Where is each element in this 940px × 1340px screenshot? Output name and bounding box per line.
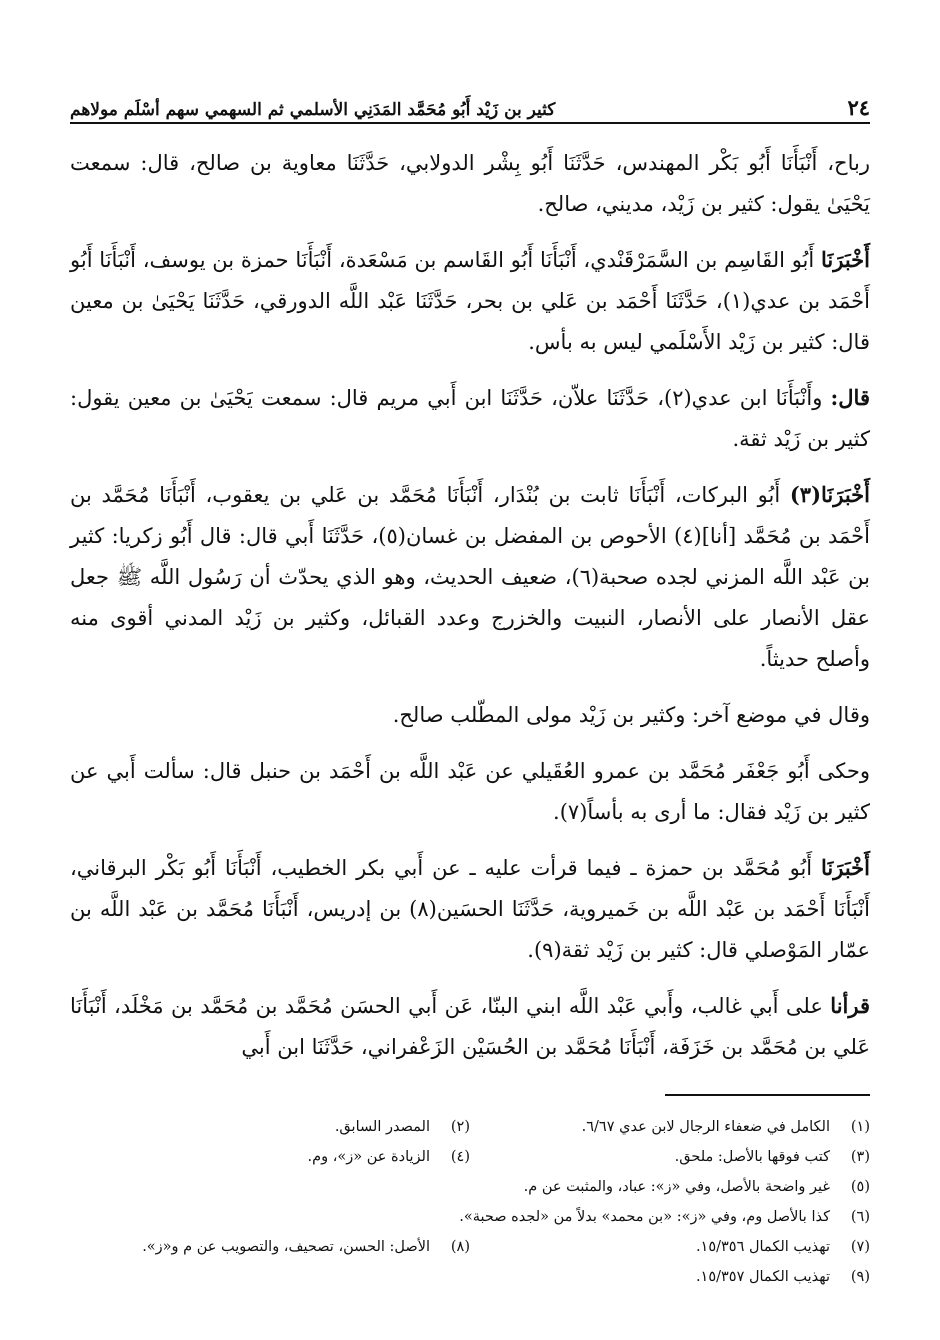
page-header <box>70 82 870 124</box>
footnote-text: تهذيب الكمال ١٥/٣٥٦. <box>695 1239 830 1255</box>
footnote <box>70 1119 470 1135</box>
footnote-row <box>70 1172 870 1202</box>
footnote-number: (٧) <box>850 1239 870 1255</box>
paragraph-text: وقال في موضع آخر: وكثير بن زَيْد مولى المطّلب صالح. <box>392 703 870 727</box>
paragraph-text: وأَنْبَأَنَا ابن عدي(٢)، حَدَّثَنَا علاّن، حَدَّثَنَا ابن أَبي مريم قال: سمعت يَحْيَىٰ بن معين يقول: كثير بن زَيْد ثقة. <box>70 386 870 451</box>
paragraph-lead: أَخْبَرَنَا <box>821 247 870 272</box>
footnote-number: (٨) <box>450 1239 470 1255</box>
footnote-number: (١) <box>850 1119 870 1135</box>
paragraph-text: أَبُو مُحَمَّد بن حمزة ـ فيما قرأت عليه ـ عن أَبي بكر الخطيب، أَنْبَأَنَا أَبُو بَكْر البرقاني، أَنْبَأَنَا أَحْمَد بن عَبْد اللَّه بن خَميروية، حَدَّثَنَا الحسَين(٨) بن إدريس، أَنْبَأَنَا مُحَمَّد بن عَبْد اللَّه بن عمّار المَوْصلي قال: كثير بن زَيْد ثقة(٩). <box>70 856 870 962</box>
footnote-row <box>70 1112 870 1142</box>
footnotes <box>70 1112 870 1292</box>
footnote-text: غير واضحة بالأصل، وفي «ز»: عباد، والمثبت عن م. <box>523 1179 830 1195</box>
paragraph-text: رباح، أَنْبَأَنَا أَبُو بَكْر المهندس، حَدَّثَنَا أَبُو بِشْر الدولابي، حَدَّثَنَا معاوية بن صالح، قال: سمعت يَحْيَىٰ يقول: كثير بن زَيْد، مديني، صالح. <box>70 151 870 216</box>
footnote-text: الكامل في ضعفاء الرجال لابن عدي ٦/٦٧. <box>581 1119 830 1135</box>
footnote-number: (٣) <box>850 1149 870 1165</box>
paragraph-lead: قرأنا <box>830 993 870 1018</box>
paragraph <box>70 985 870 1068</box>
footnote-number: (٦) <box>850 1209 870 1225</box>
paragraph <box>70 694 870 736</box>
body-text <box>70 142 870 1068</box>
footnote-text: الزيادة عن «ز»، وم. <box>307 1149 430 1165</box>
footnote-row <box>70 1262 870 1292</box>
footnote-divider <box>665 1094 870 1096</box>
paragraph-lead: أَخْبَرَنَا <box>821 855 870 880</box>
footnote <box>70 1239 470 1255</box>
paragraph <box>70 847 870 971</box>
footnote <box>470 1149 870 1165</box>
footnote-number: (٢) <box>450 1119 470 1135</box>
paragraph-text: على أَبي غالب، وأَبي عَبْد اللَّه ابني البنّا، عَن أَبي الحسَن مُحَمَّد بن مُحَمَّد بن مَخْلَد، أَنْبَأَنَا عَلي بن مُحَمَّد بن خَزَفَة، أَنْبَأَنَا مُحَمَّد بن الحُسَيْن الزَعْفراني، حَدَّثَنَا ابن أَبي <box>70 994 870 1059</box>
paragraph <box>70 474 870 680</box>
paragraph-lead: أَخْبَرَنَا(٣) <box>789 482 870 507</box>
footnote-row <box>70 1232 870 1262</box>
paragraph-text: أَبُو البركات، أَنْبَأَنَا ثابت بن بُنْدَار، أَنْبَأَنَا مُحَمَّد بن عَلي بن يعقوب، أَنْبَأَنَا مُحَمَّد بن أَحْمَد بن مُحَمَّد [أنا](٤) الأحوص بن المفضل بن غسان(٥)، حَدَّثَنَا أَبي قال: قال أَبُو زكريا: كثير بن عَبْد اللَّه المزني لجده صحبة(٦)، ضعيف الحديث، وهو الذي يحدّث أن رَسُول اللَّه ﷺ جعل عقل الأنصار على الأنصار، النبيت والخزرج وعدد القبائل، وكثير بن زَيْد المدني أقوى منه وأصلح حديثاً. <box>70 483 870 671</box>
paragraph <box>70 377 870 460</box>
paragraph-text: أَبُو القَاسِم بن السَّمَرْقَنْدي، أَنْبَأَنَا أَبُو القَاسم بن مَسْعَدة، أَنْبَأَنَا حمزة بن يوسف، أَنْبَأَنَا أَبُو أَحْمَد بن عدي(١)، حَدَّثَنَا أَحْمَد بن عَلي بن بحر، حَدَّثَنَا عَبْد اللَّه الدورقي، حَدَّثَنَا يَحْيَىٰ بن معين قال: كثير بن زَيْد الأَسْلَمي ليس به بأس. <box>70 248 870 354</box>
paragraph <box>70 142 870 225</box>
footnote-row <box>70 1142 870 1172</box>
footnote <box>470 1119 870 1135</box>
footnote-text: كذا بالأصل وم، وفي «ز»: «بن محمد» بدلاً من «لجده صحبة». <box>459 1209 830 1225</box>
footnote <box>70 1149 470 1165</box>
page-number: ٢٤ <box>847 95 870 120</box>
paragraph <box>70 239 870 363</box>
footnote-text: المصدر السابق. <box>334 1119 430 1135</box>
footnote-number: (٩) <box>850 1269 870 1285</box>
footnote <box>470 1239 870 1255</box>
footnote-text: الأصل: الحسن، تصحيف، والتصويب عن م و«ز». <box>142 1239 430 1255</box>
footnote-text: كتب فوقها بالأصل: ملحق. <box>674 1149 830 1165</box>
footnote-number: (٤) <box>450 1149 470 1165</box>
paragraph <box>70 750 870 833</box>
footnote <box>524 1179 870 1195</box>
running-title: كثير بن زَيْد أَبُو مُحَمَّد المَدَنِي الأسلمي ثم السهمي سهم أسْلَم مولاهم <box>70 100 556 120</box>
footnote <box>459 1209 870 1225</box>
paragraph-lead: قال: <box>830 385 870 410</box>
footnote-text: تهذيب الكمال ١٥/٣٥٧. <box>695 1269 830 1285</box>
footnote-number: (٥) <box>850 1179 870 1195</box>
footnote-row <box>70 1202 870 1232</box>
footnote <box>696 1269 870 1285</box>
paragraph-text: وحكى أَبُو جَعْفَر مُحَمَّد بن عمرو العُقَيلي عن عَبْد اللَّه بن أَحْمَد بن حنبل قال: سألت أَبي عن كثير بن زَيْد فقال: ما أرى به بأساً(٧). <box>70 759 870 824</box>
